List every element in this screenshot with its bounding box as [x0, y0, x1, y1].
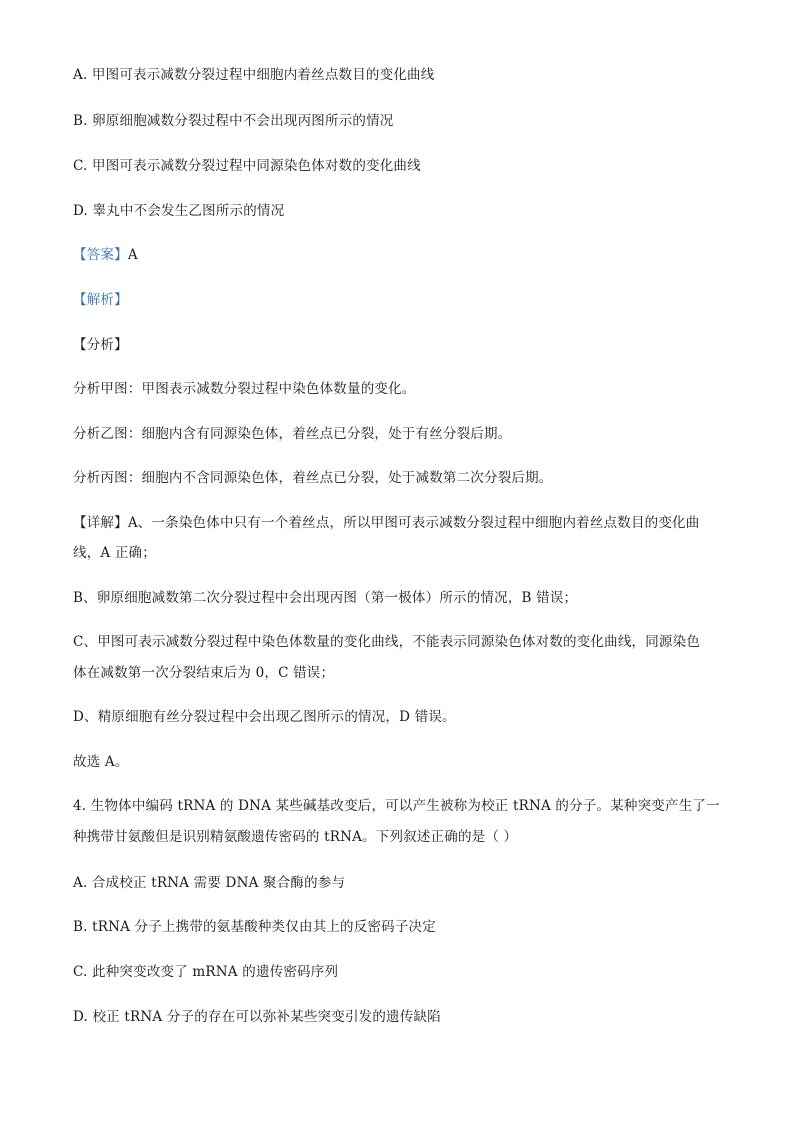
question4-stem-line1: 4. 生物体中编码 tRNA 的 DNA 某些碱基改变后，可以产生被称为校正 tRNA 的分子。某种突变产生了一	[73, 798, 720, 814]
xiangjie-b-line: B、卵原细胞减数第二次分裂过程中会出现丙图（第一极体）所示的情况，B 错误；	[73, 590, 578, 606]
option-q3-a: A. 甲图可表示减数分裂过程中细胞内着丝点数目的变化曲线	[73, 67, 435, 83]
option-q3-d: D. 睾丸中不会发生乙图所示的情况	[73, 203, 285, 219]
xiangjie-c-line1: C、甲图可表示减数分裂过程中染色体数量的变化曲线，不能表示同源染色体对数的变化曲线，同源染色	[73, 634, 701, 650]
xiangjie-a-line1	[73, 514, 723, 532]
answer-tag: 【答案】	[73, 247, 128, 263]
fenxi-line-bing: 分析丙图：细胞内不含同源染色体，着丝点已分裂，处于减数第二次分裂后期。	[73, 470, 553, 486]
xiangjie-c-line2: 体在减数第一次分裂结束后为 0，C 错误；	[73, 665, 335, 681]
xiangjie-d-line: D、精原细胞有丝分裂过程中会出现乙图所示的情况，D 错误。	[73, 709, 456, 725]
option-q4-c: C. 此种突变改变了 mRNA 的遗传密码序列	[73, 964, 339, 980]
answer-value: A	[127, 247, 138, 263]
answer-line	[73, 246, 723, 264]
xiangjie-a-line2: 线，A 正确；	[73, 545, 156, 561]
question4-stem-line2: 种携带甘氨酸但是识别精氨酸遗传密码的 tRNA。下列叙述正确的是（ ）	[73, 829, 518, 845]
option-q4-b: B. tRNA 分子上携带的氨基酸种类仅由其上的反密码子决定	[73, 919, 436, 935]
option-q3-b: B. 卵原细胞减数分裂过程中不会出现丙图所示的情况	[73, 113, 394, 129]
fenxi-line-yi: 分析乙图：细胞内含有同源染色体，着丝点已分裂，处于有丝分裂后期。	[73, 426, 512, 442]
jiexi-heading	[73, 291, 723, 309]
conclusion-line: 故选 A。	[73, 754, 129, 770]
jiexi-tag: 【解析】	[73, 292, 128, 308]
fenxi-heading: 【分析】	[73, 337, 128, 353]
option-q3-c: C. 甲图可表示减数分裂过程中同源染色体对数的变化曲线	[73, 158, 421, 174]
xiangjie-tag: 【详解】	[73, 515, 128, 531]
option-q4-d: D. 校正 tRNA 分子的存在可以弥补某些突变引发的遗传缺陷	[73, 1009, 441, 1025]
fenxi-line-jia: 分析甲图：甲图表示减数分裂过程中染色体数量的变化。	[73, 381, 416, 397]
xiangjie-a-text1: A、一条染色体中只有一个着丝点，所以甲图可表示减数分裂过程中细胞内着丝点数目的变化曲	[127, 515, 700, 531]
option-q4-a: A. 合成校正 tRNA 需要 DNA 聚合酶的参与	[73, 875, 346, 891]
